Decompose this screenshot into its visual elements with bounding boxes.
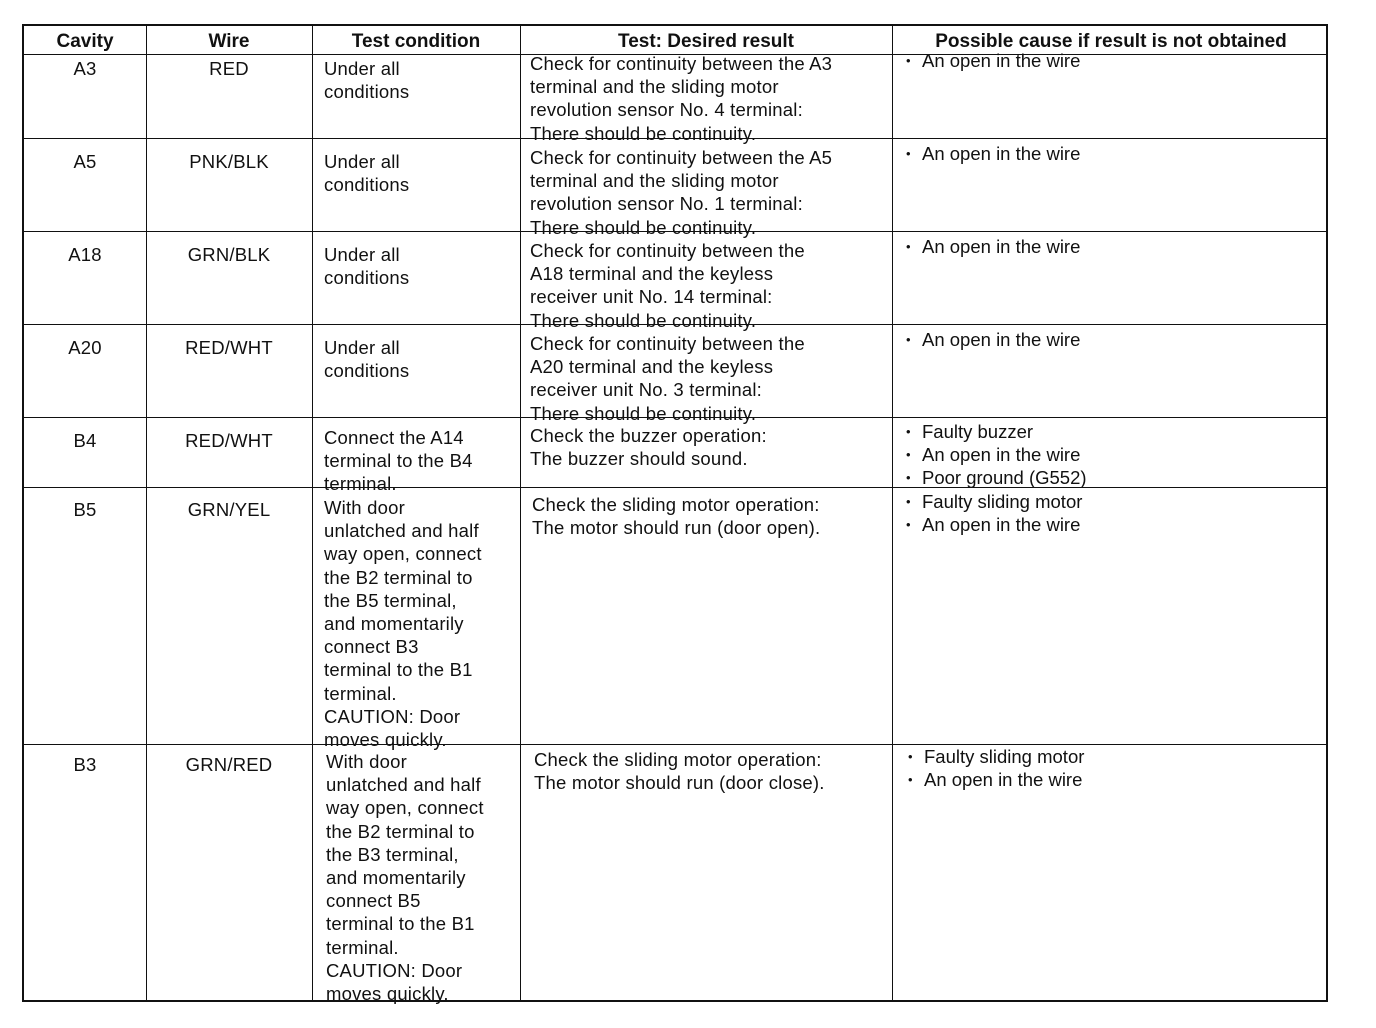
column-divider [892,26,893,1000]
condition-cell: Connect the A14 terminal to the B4 terminal. [324,427,473,495]
result-cell: Check for continuity between the A20 terminal and the keyless receiver unit No. 3 terminal: There should be continuity. [530,333,805,424]
header-wire: Wire [208,31,250,52]
cavity-cell: B5 [73,499,97,520]
condition-cell: With door unlatched and half way open, connect the B2 terminal to the B3 terminal, and momentarily connect B5 terminal to the B1 terminal. CAUTION: Door moves quickly. [326,751,484,1005]
cavity-cell: B4 [73,430,97,451]
header-desired-result: Test: Desired result [618,31,794,52]
result-cell: Check for continuity between the A3 terminal and the sliding motor revolution sensor No. 4 terminal: There should be continuity. [530,53,833,144]
wire-cell: RED/WHT [185,430,273,451]
header-possible-cause: Possible cause if result is not obtained [935,31,1287,52]
column-divider [312,26,313,1000]
cause-item: • An open in the wire [904,328,1324,351]
cause-list [904,49,1324,72]
result-cell: Check for continuity between the A18 terminal and the keyless receiver unit No. 14 terminal: There should be continuity. [530,240,805,331]
condition-cell: Under all conditions [324,337,410,382]
cause-item: • An open in the wire [904,235,1324,258]
cause-item: • An open in the wire [904,513,1324,536]
result-cell: Check the sliding motor operation: The motor should run (door open). [532,494,821,539]
cause-list [904,328,1324,351]
wire-cell: GRN/RED [185,754,273,775]
wire-cell: PNK/BLK [189,151,269,172]
cause-item: • Poor ground (G552) [904,466,1324,489]
result-cell: Check the sliding motor operation: The motor should run (door close). [534,749,825,794]
condition-cell: Under all conditions [324,151,410,196]
cause-item: • An open in the wire [906,768,1326,791]
wire-cell: RED/WHT [185,337,273,358]
cause-item: • An open in the wire [904,142,1324,165]
cause-list [904,235,1324,258]
cause-item: • Faulty sliding motor [906,745,1326,768]
header-test-condition: Test condition [351,31,481,52]
cause-item: • Faulty buzzer [904,420,1324,443]
condition-cell: With door unlatched and half way open, connect the B2 terminal to the B5 terminal, and momentarily connect B3 terminal to the B1 terminal. CAUTION: Door moves quickly. [324,497,482,751]
column-divider [520,26,521,1000]
wire-cell: GRN/YEL [187,499,271,520]
header-cavity: Cavity [56,31,114,52]
cavity-cell: A20 [68,337,102,358]
cause-list [906,745,1326,791]
cause-item: • An open in the wire [904,443,1324,466]
cavity-cell: A18 [68,244,102,265]
cause-item: • An open in the wire [904,49,1324,72]
cavity-cell: A3 [73,58,97,79]
cause-list [904,142,1324,165]
condition-cell: Under all conditions [324,58,410,103]
cavity-cell: A5 [73,151,97,172]
wiring-test-table [22,24,1328,1005]
result-cell: Check the buzzer operation: The buzzer should sound. [530,425,767,470]
wire-cell: RED [209,58,249,79]
cause-list [904,490,1324,536]
condition-cell: Under all conditions [324,244,410,289]
result-cell: Check for continuity between the A5 terminal and the sliding motor revolution sensor No. 1 terminal: There should be continuity. [530,147,833,238]
wire-cell: GRN/BLK [187,244,271,265]
cavity-cell: B3 [73,754,97,775]
cause-item: • Faulty sliding motor [904,490,1324,513]
cause-list [904,420,1324,490]
